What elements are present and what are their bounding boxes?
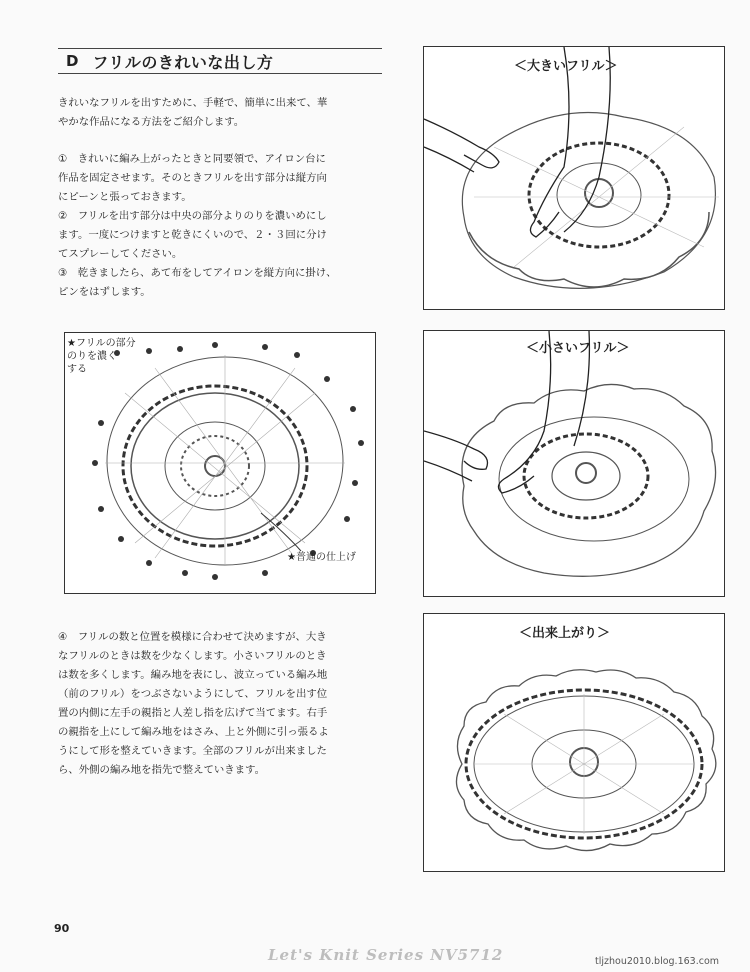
large-frill-caption: ＜大きいフリル＞ xyxy=(514,59,618,74)
pinned-doily-diagram xyxy=(64,332,376,594)
finished-caption: ＜出来上がり＞ xyxy=(519,626,611,641)
large-frill-figure xyxy=(423,46,725,310)
steps-1-3-paragraph: ① きれいに編み上がったときと同要領で、アイロン台に 作品を固定させます。そのときフリルを出す部分は縦方向 にピーンと張っておきます。 ② フリルを出す部分は中央の部分よりのりを濃いめにし ます。一度につけますと乾きにくいので、２・３回に分け てスプレーしてください。 ③ 乾きましたら、あて布をしてアイロンを縦方向に掛け、 ピンをはずします。 xyxy=(58,153,337,298)
normal-finish-note: ★普通の仕上げ xyxy=(287,552,356,563)
section-heading xyxy=(58,48,382,74)
large-frill-illustration xyxy=(424,47,724,309)
small-frill-caption: ＜小さいフリル＞ xyxy=(526,341,630,356)
page-number: 90 xyxy=(54,922,70,935)
section-title: フリルのきれいな出し方 xyxy=(92,52,274,72)
frill-starch-note: ★フリルの部分 のりを濃く する xyxy=(67,338,136,375)
small-frill-figure xyxy=(423,330,725,597)
step-4-paragraph: ④ フリルの数と位置を模様に合わせて決めますが、大き なフリルのときは数を少なくします。小さいフリルのとき は数を多くします。編み地を表にし、波立っている編み地 （前のフリル）をつぶさないようにして、フリルを出す位 置の内側に左手の親指と人差し指を広げて当てます。右手 の親指を上にして編み地をはさみ、上と外側に引っ張るよ うにして形を整えていきます。全部のフリルが出来ました ら、外側の編み地を指先で整えていきます。 xyxy=(58,631,329,776)
section-letter: D xyxy=(66,52,79,70)
finished-doily-figure xyxy=(423,613,725,872)
finished-doily-illustration xyxy=(424,614,724,871)
source-site: tljzhou2010.blog.163.com xyxy=(595,956,720,967)
intro-paragraph: きれいなフリルを出すために、手軽で、簡単に出来て、華 やかな作品になる方法をご紹介します。 xyxy=(58,97,328,128)
small-frill-illustration xyxy=(424,331,724,596)
series-watermark: Let's Knit Series NV5712 xyxy=(268,946,504,964)
